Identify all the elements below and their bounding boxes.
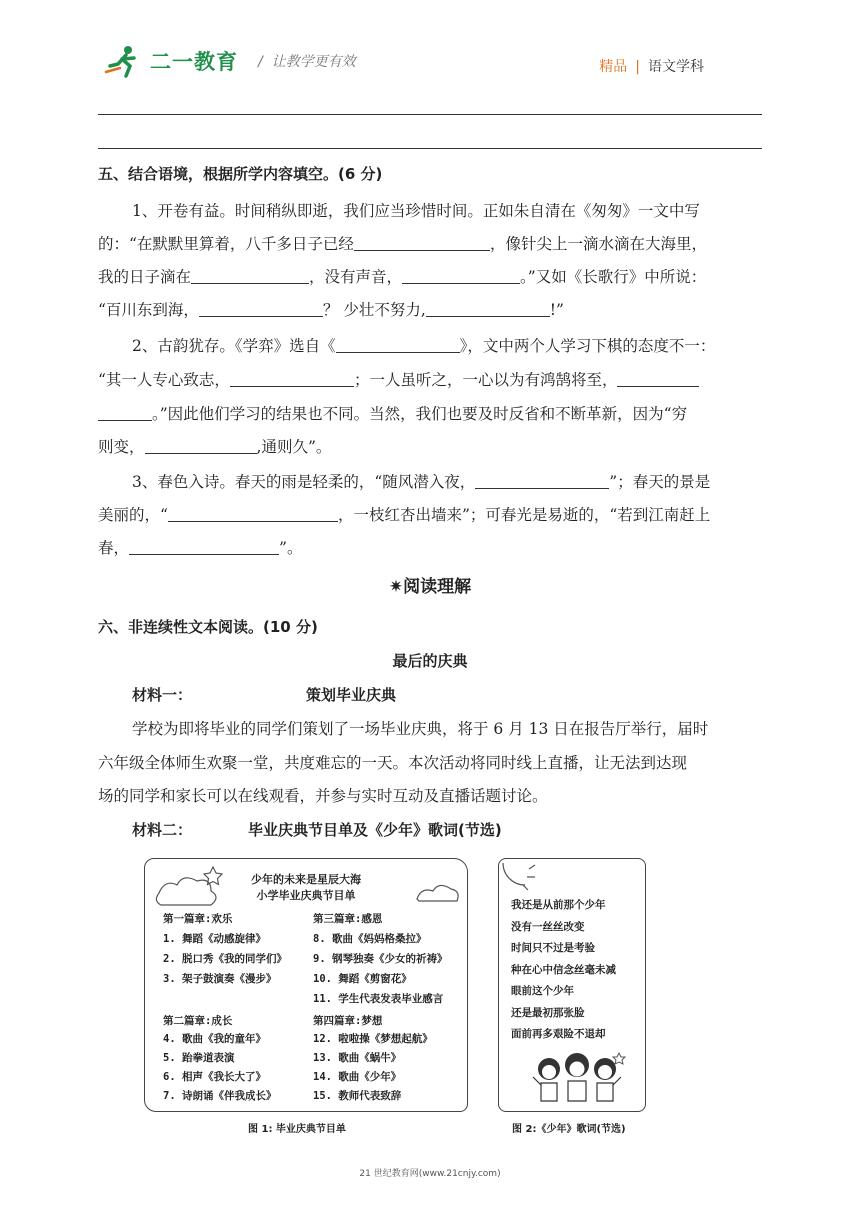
runner-logo-icon [104, 44, 144, 78]
q3-line-3: 春， ”。 [98, 539, 303, 557]
blank[interactable] [230, 370, 354, 387]
q3-line-1: 3、春色入诗。春天的雨是轻柔的，“随风潜入夜， ”；春天的景是 [132, 473, 711, 491]
q2-line-1: 2、古韵犹存。《学弈》选自《 》，文中两个人学习下棋的态度不一： [132, 337, 716, 355]
children-illustration-icon [519, 1047, 639, 1109]
material-2-heading: 材料二： 毕业庆典节目单及《少年》歌词(节选) [132, 821, 502, 839]
blank[interactable] [168, 505, 338, 522]
material-1-p1: 学校为即将毕业的同学们策划了一场毕业庆典，将于 6 月 13 日在报告厅举行，届时 [132, 720, 709, 738]
blank[interactable] [98, 404, 152, 421]
q1-line-3: 我的日子滴在 ，没有声音， 。”又如《长歌行》中所说： [98, 268, 707, 286]
blank[interactable] [402, 267, 520, 284]
blank[interactable] [336, 336, 460, 353]
material-1-p3: 场的同学和家长可以在线观看，并参与实时互动及直播话题讨论。 [98, 787, 548, 805]
q3-line-2: 美丽的，“ ，一枝红杏出墙来”；可春光是易逝的，“若到江南赶上 [98, 506, 711, 524]
answer-line-1 [98, 114, 762, 115]
figure-2-caption: 图 2:《少年》歌词(节选) [512, 1124, 626, 1135]
blank[interactable] [191, 267, 309, 284]
chapter-2-list: 4. 歌曲《我的童年》 5. 跆拳道表演 6. 相声《我长大了》 7. 诗朗诵《伴我成长》 [163, 1033, 277, 1102]
chapter-1-list: 1. 舞蹈《动感旋律》 2. 脱口秀《我的同学们》 3. 架子鼓演奏《漫步》 [163, 933, 287, 985]
program-title-1: 少年的未来是星辰大海 [251, 873, 361, 886]
section-5-title: 五、结合语境，根据所学内容填空。(6 分) [98, 165, 383, 183]
chapter-3-list: 8. 歌曲《妈妈格桑拉》 9. 钢琴独奏《少女的祈祷》 10. 舞蹈《剪窗花》 11. 学生代表发表毕业感言 [313, 933, 448, 1005]
blank[interactable] [354, 234, 490, 251]
quality-label: 精品 [599, 59, 628, 75]
sun-doodle-icon [501, 861, 541, 891]
blank[interactable] [426, 300, 550, 317]
q1-line-2: 的：“在默默里算着，八千多日子已经 ，像针尖上一滴水滴在大海里， [98, 235, 707, 253]
header-logo [104, 44, 356, 78]
lyrics-card [498, 858, 646, 1112]
blank[interactable] [199, 300, 323, 317]
reading-banner: ✷阅读理解 [388, 577, 472, 597]
header-subject: 精品 | 语文学科 [599, 59, 704, 75]
blank[interactable] [617, 370, 699, 387]
chapter-2: 第二篇章:成长 [163, 1015, 233, 1027]
q2-line-3: 。”因此他们学习的结果也不同。当然，我们也要及时反省和不断革新，因为“穷 [98, 404, 762, 424]
blank[interactable] [145, 437, 257, 454]
answer-line-2 [98, 148, 762, 149]
chapter-1: 第一篇章:欢乐 [163, 913, 233, 925]
article-title: 最后的庆典 [392, 652, 468, 670]
chapter-4: 第四篇章:梦想 [313, 1015, 383, 1027]
blank[interactable] [475, 472, 609, 489]
material-1-p2: 六年级全体师生欢聚一堂，共度难忘的一天。本次活动将同时线上直播，让无法到达现 [98, 754, 688, 772]
figure-1-caption: 图 1: 毕业庆典节目单 [248, 1124, 346, 1135]
section-6-title: 六、非连续性文本阅读。(10 分) [98, 618, 318, 636]
chapter-4-list: 12. 啦啦操《梦想起航》 13. 歌曲《蜗牛》 14. 歌曲《少年》 15. 教师代表致辞 [313, 1033, 433, 1102]
slogan: / 让教学更有效 [258, 54, 356, 70]
q2-line-4: 则变， ,通则久”。 [98, 438, 332, 456]
program-title-2: 小学毕业庆典节目单 [256, 889, 356, 902]
lyrics: 我还是从前那个少年 没有一丝丝改变 时间只不过是考验 种在心中信念丝毫未减 眼前这个少年 还是最初那张脸 面前再多艰险不退却 [511, 899, 616, 1040]
program-card [144, 858, 468, 1112]
q1-line-4: “百川东到海， ？ 少壮不努力, !” [98, 301, 564, 319]
chapter-3: 第三篇章:感恩 [313, 913, 383, 925]
subject-label: 语文学科 [648, 59, 704, 75]
q2-line-2: “其一人专心致志， ；一人虽听之，一心以为有鸿鹄将至， [98, 370, 762, 390]
brand-name: 二一教育 [150, 50, 238, 74]
q1-line-1: 1、开卷有益。时间稍纵即逝，我们应当珍惜时间。正如朱自清在《匆匆》一文中写 [132, 202, 700, 220]
figure-area [120, 855, 660, 1140]
footer: 21 世纪教育网(www.21cnjy.com) [359, 1169, 501, 1179]
blank[interactable] [129, 538, 279, 555]
material-1-heading: 材料一： 策划毕业庆典 [132, 686, 397, 704]
